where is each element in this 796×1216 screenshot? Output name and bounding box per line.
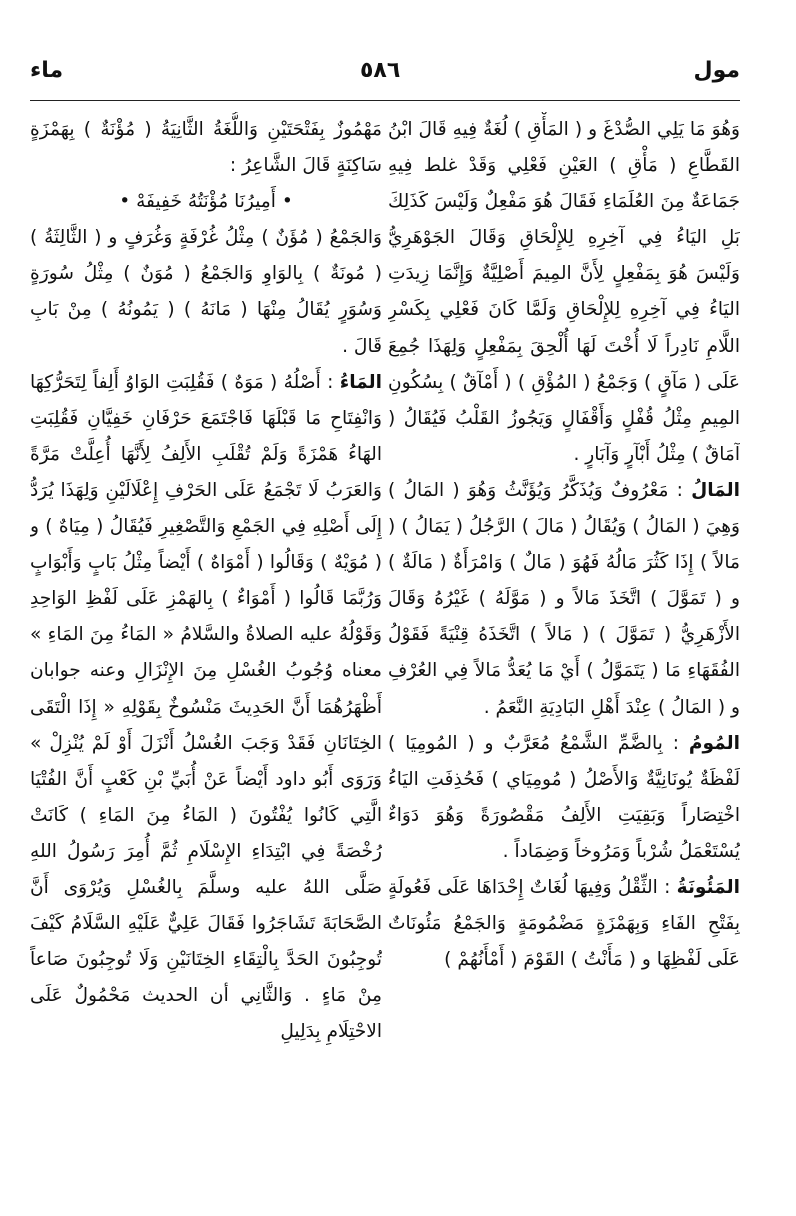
header-rule xyxy=(30,100,740,101)
headword-maouna: المَئُونَةُ xyxy=(676,876,740,898)
entry-maa xyxy=(30,365,382,1051)
page-number: ٥٨٦ xyxy=(360,58,401,83)
entry-mal xyxy=(388,473,740,726)
headword-mal: المَالُ xyxy=(691,479,740,501)
running-header xyxy=(30,56,740,96)
entry-maq-continuation: وَهُوَ مَا يَلِي الصُّدْغَ و ( المَأْقِ ) لُغَةٌ فِيهِ قَالَ ابْنُ القَطَّاعِ ( مَأْقِ ) العَيْنِ فَعْلِي وَقَدْ غلط فِيهِ جَمَاعَةٌ مِنَ العُلَمَاءِ فَقَالَ هُوَ مَفْعِلٌ وَلَيْسَ كَذَلِكَ بَلِ اليَاءُ فِي آخِرِهِ لِلإِلْحَاقِ وَقَالَ الجَوْهَرِيُّ وَلَيْسَ هُوَ بِمَفْعِلٍ لِأَنَّ المِيمَ أَصْلِيَّةٌ وَإِنَّمَا زِيدَتِ اليَاءُ فِي آخِرِهِ لِلإِلْحَاقِ وَلَمَّا كَانَ فَعْلِي بِكَسْرِ اللَّامِ نَادِراً لَا أُخْتَ لَهَا أُلْحِقَ بِمَفْعِلٍ وَلِهَذَا جُمِعَ عَلَى ( مَآقٍ ) وَجَمْعُ ( المُؤْقِ ) ( أَمْآقٌ ) بِسُكُونِ المِيمِ مِثْلُ قُفْلٍ وَأَقْفَالٍ وَيَجُوزُ القَلْبُ فَيُقَالُ ( آمَاقٌ ) مِثْلُ أَبْآرٍ وَآبَارٍ . xyxy=(388,119,740,465)
entry-maouna-text: : الثِّقْلُ وَفِيهَا لُغَاتٌ إِحْدَاهَا عَلَى فَعُولَةٍ بِفَتْحِ الفَاءِ وَبِهَمْزَةٍ مَضْمُومَةٍ وَالجَمْعُ مَئُونَاتٌ عَلَى لَفْظِهَا و ( مَأَنْتُ ) القَوْمَ ( أَمْأَنُهُمْ ) xyxy=(388,876,740,971)
left-column xyxy=(30,112,382,1197)
entry-maouna-plurals: وَالجَمْعُ ( مُؤَنٌ ) مِثْلُ غُرْفَةٍ وَغُرَفٍ و ( الثَّالِثَةُ ) ( مُونَةٌ ) بِالوَاوِ وَالجَمْعُ ( مُوَنٌ ) مِثْلُ سُورَةٍ وَسُوَرٍ يُقَالُ مِنْهَا ( مَانَهُ ) ( يَمُونُهُ ) مِنْ بَابِ قَالَ . xyxy=(30,227,382,357)
entry-maa-text: : أَصْلُهُ ( مَوَهٌ ) فَقُلِبَتِ الوَاوُ أَلِفاً لِتَحَرُّكِهَا وَانْفِتَاحِ مَا قَبْلَهَا فَاجْتَمَعَ حَرْفَانِ خَفِيَّانِ فَقُلِبَتِ الهَاءُ هَمْزَةً وَلَمْ تُقْلَبِ الأَلِفُ لِأَنَّهَا أُعِلَّتْ مَرَّةً وَالعَرَبُ لَا تَجْمَعُ عَلَى الحَرْفِ إِعْلَالَيْنِ وَلِهَذَا يُرَدُّ إِلَى أَصْلِهِ فِي الجَمْعِ وَالتَّصْغِيرِ فَيُقَالُ ( مِيَاهٌ ) و ( مُوَيْهٌ ) وَقَالُوا ( أَمْوَاهٌ ) أَيْضاً مِثْلُ بَابٍ وَأَبْوَابٍ وَرُبَّمَا قَالُوا ( أَمْوَاءٌ ) بِالهَمْزِ عَلَى لَفْظِ الوَاحِدِ وَقَوْلُهُ عليه الصلاةُ والسَّلامُ « المَاءُ مِنَ المَاءِ » معناه وُجُوبُ الغُسْلِ مِنَ الإِنْزَالِ وعنه جوابان أَظْهَرُهُمَا أَنَّ الحَدِيثَ مَنْسُوخٌ بِقَوْلِهِ « إِذَا الْتَقَى الخِتَانَانِ فَقَدْ وَجَبَ الغُسْلُ أَنْزَلَ أَوْ لَمْ يُنْزِلْ » وَرَوَى أَبُو داود أَيْضاً عَنْ أُبَيِّ بْنِ كَعْبٍ أَنَّ الفُتْيَا الَّتِي كَانُوا يُفْتُونَ ( المَاءُ مِنَ المَاءِ ) كَانَتْ رُخْصَةً فِي ابْتِدَاءِ الإِسْلَامِ ثُمَّ أُمِرَ رَسُولُ اللهِ صَلَّى اللهُ عليه وسلَّمَ بِالغُسْلِ وَيُرْوَى أَنَّ الصَّحَابَةَ تَشَاجَرُوا فَقَالَ عَلِيٌّ عَلَيْهِ السَّلَامُ كَيْفَ تُوجِبُونَ الحَدَّ بِالْتِقَاءِ الخِتَانَيْنِ وَلَا تُوجِبُونَ صَاعاً مِنْ مَاءٍ . وَالثَّانِي أن الحديث مَحْمُولٌ عَلَى الاحْتِلَامِ بِدَلِيلِ xyxy=(30,371,382,1043)
headword-mum: المُومُ xyxy=(688,732,740,754)
poetry-verse: • أَمِيرُنَا مُؤْنَتُهُ خَفِيفَهْ • xyxy=(119,191,293,213)
entry-maouna xyxy=(388,870,740,978)
headword-maa: المَاءُ xyxy=(339,371,382,393)
header-root-left: ماء xyxy=(30,58,64,83)
header-root-right: مول xyxy=(693,58,740,83)
entry-maouna-continuation: مَهْمُوزٌ بِفَتْحَتَيْنِ وَاللُّغَةُ الثَّانِيَةُ ( مُؤْنَةٌ ) بِهَمْزَةٍ سَاكِنَةٍ قَالَ الشَّاعِرُ : xyxy=(30,119,382,177)
right-column xyxy=(388,112,740,1197)
entry-mum xyxy=(388,726,740,870)
entry-mum-text: : بِالضَّمِّ الشَّمْعُ مُعَرَّبٌ و ( المُومِيَا ) لَفْظَةٌ يُونَانِيَّةٌ وَالأَصْلُ ( مُومِيَاي ) فَحُذِفَتِ اليَاءُ اخْتِصَاراً وَبَقِيَتِ الأَلِفُ مَقْصُورَةً وَهُوَ دَوَاءٌ يُسْتَعْمَلُ شُرْباً وَمَرُوخاً وَضِمَاداً . xyxy=(388,732,740,862)
entry-mal-text: : مَعْرُوفٌ وَيُذَكَّرُ وَيُؤَنَّثُ وَهُوَ ( المَالُ ) وَهِيَ ( المَالُ ) وَيُقَالُ ( مَالَ ) الرَّجُلُ ( يَمَالُ ) ( مَالاً ) إِذَا كَثُرَ مَالُهُ فَهُوَ ( مَالٌ ) وَامْرَأَةٌ ( مَالَةٌ ) و ( تَمَوَّلَ ) اتَّخَذَ مَالاً و ( مَوَّلَهُ ) غَيْرُهُ وَقَالَ الأَزْهَرِيُّ ( تَمَوَّلَ ) ( مَالاً ) اتَّخَذَهُ قِنْيَةً فَقَوْلُ الفُقَهَاءِ مَا ( يَتَمَوَّلُ ) أَيْ مَا يُعَدُّ مَالاً فِي العُرْفِ و ( المَالُ ) عِنْدَ أَهْلِ البَادِيَةِ النَّعَمُ . xyxy=(388,479,740,718)
